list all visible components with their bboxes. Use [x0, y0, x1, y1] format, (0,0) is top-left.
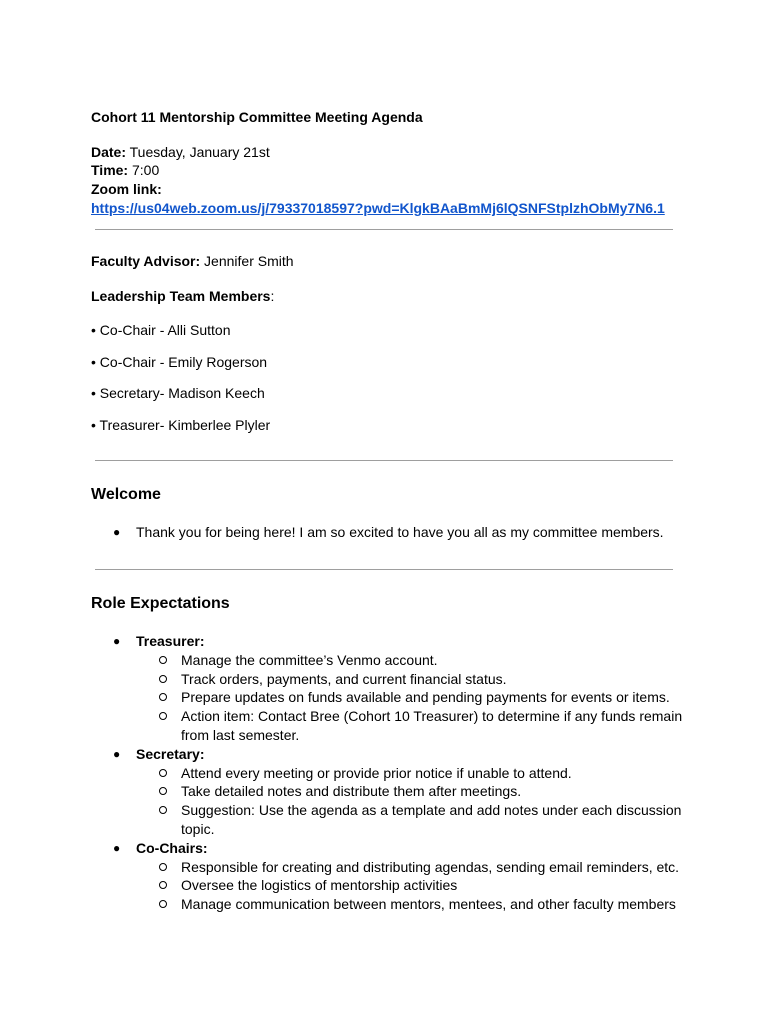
list-item: Manage the committee’s Venmo account.	[181, 652, 438, 668]
circle-bullet-icon	[159, 769, 167, 777]
leadership-colon: :	[270, 288, 275, 304]
member-item: • Co-Chair - Alli Sutton	[91, 322, 231, 338]
treasurer-label: Treasurer:	[136, 633, 205, 649]
circle-bullet-icon	[159, 712, 167, 720]
divider	[95, 229, 673, 230]
list-item: Suggestion: Use the agenda as a template and add notes under each discussion	[181, 802, 682, 818]
member-item: • Secretary- Madison Keech	[91, 385, 265, 401]
divider	[95, 460, 673, 461]
bullet-icon: ●	[113, 634, 121, 648]
circle-bullet-icon	[159, 900, 167, 908]
circle-bullet-icon	[159, 787, 167, 795]
list-item: Action item: Contact Bree (Cohort 10 Treasurer) to determine if any funds remain	[181, 708, 683, 724]
list-item: Responsible for creating and distributing agendas, sending email reminders, etc.	[181, 859, 680, 875]
advisor-value: Jennifer Smith	[200, 253, 294, 269]
list-item: Take detailed notes and distribute them after meetings.	[181, 783, 522, 799]
list-item: Manage communication between mentors, mentees, and other faculty members	[181, 896, 676, 912]
secretary-label: Secretary:	[136, 746, 205, 762]
list-item: Prepare updates on funds available and pending payments for events or items.	[181, 689, 670, 705]
document-title: Cohort 11 Mentorship Committee Meeting Agenda	[91, 109, 423, 125]
list-item: Oversee the logistics of mentorship activities	[181, 877, 458, 893]
list-item-continuation: from last semester.	[181, 727, 300, 743]
member-item: • Co-Chair - Emily Rogerson	[91, 354, 268, 370]
circle-bullet-icon	[159, 806, 167, 814]
member-item: • Treasurer- Kimberlee Plyler	[91, 417, 271, 433]
circle-bullet-icon	[159, 693, 167, 701]
role-expectations-heading: Role Expectations	[91, 595, 230, 612]
circle-bullet-icon	[159, 656, 167, 664]
circle-bullet-icon	[159, 881, 167, 889]
date-line	[91, 143, 270, 161]
divider	[95, 569, 673, 570]
zoom-label: Zoom link:	[91, 181, 162, 197]
list-item: Attend every meeting or provide prior notice if unable to attend.	[181, 765, 572, 781]
date-label: Date:	[91, 144, 127, 160]
date-value: Tuesday, January 21st	[126, 144, 270, 160]
leadership-heading	[91, 287, 274, 305]
bullet-icon: ●	[113, 525, 121, 539]
welcome-item: Thank you for being here! I am so excited to have you all as my committee members.	[136, 524, 664, 540]
list-item-continuation: topic.	[181, 821, 215, 837]
time-value: 7:00	[128, 162, 160, 178]
welcome-heading: Welcome	[91, 486, 161, 503]
zoom-link[interactable]: https://us04web.zoom.us/j/79337018597?pwd=KlgkBAaBmMj6lQSNFStplzhObMy7N6.1	[91, 200, 665, 216]
list-item: Track orders, payments, and current financial status.	[181, 671, 507, 687]
bullet-icon: ●	[113, 841, 121, 855]
cochairs-label: Co-Chairs:	[136, 840, 208, 856]
leadership-label: Leadership Team Members	[91, 288, 271, 304]
time-label: Time:	[91, 162, 129, 178]
advisor-label: Faculty Advisor:	[91, 253, 201, 269]
circle-bullet-icon	[159, 675, 167, 683]
time-line	[91, 161, 159, 179]
bullet-icon: ●	[113, 747, 121, 761]
faculty-advisor-line	[91, 252, 294, 270]
circle-bullet-icon	[159, 863, 167, 871]
